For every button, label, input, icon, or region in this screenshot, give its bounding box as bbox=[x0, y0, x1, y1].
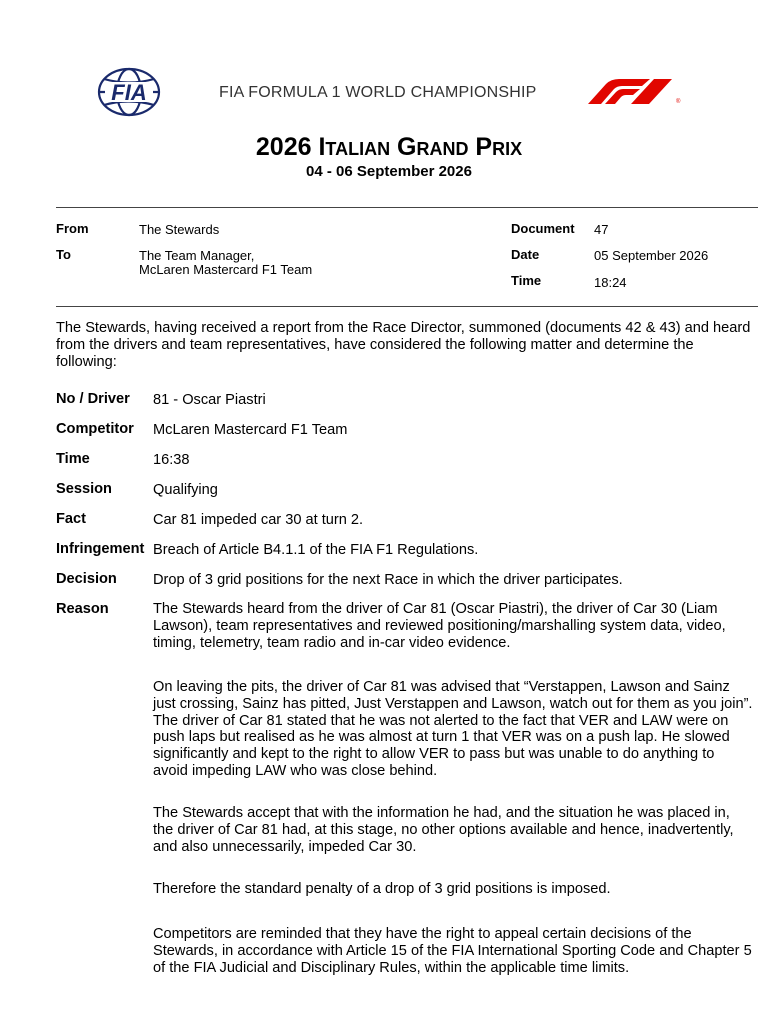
reason-paragraph: The Stewards heard from the driver of Car 81 (Oscar Piastri), the driver of Car 30 (Liam Lawson), team representatives and reviewed positioning/marshalling system data, video, timing, telemetry, team radio and in-car video evidence. bbox=[153, 601, 726, 651]
from-label: From bbox=[56, 221, 89, 236]
fact-label: Fact bbox=[56, 511, 87, 527]
infringement-label: Infringement bbox=[56, 541, 145, 557]
driver-label: No / Driver bbox=[56, 391, 130, 407]
decision-value: Drop of 3 grid positions for the next Race in which the driver participates. bbox=[153, 572, 623, 588]
session-time-label: Time bbox=[56, 451, 90, 467]
competitor-value: McLaren Mastercard F1 Team bbox=[153, 422, 348, 438]
to-value-line2: McLaren Mastercard F1 Team bbox=[139, 262, 313, 277]
driver-value: 81 - Oscar Piastri bbox=[153, 392, 266, 408]
date-label: Date bbox=[511, 247, 540, 262]
to-value-line1: The Team Manager, bbox=[139, 248, 255, 263]
session-value: Qualifying bbox=[153, 482, 218, 498]
document-label: Document bbox=[511, 221, 575, 236]
time-value: 18:24 bbox=[594, 275, 627, 290]
divider-top bbox=[56, 207, 758, 208]
event-year: 2026 bbox=[255, 133, 312, 161]
session-time-value: 16:38 bbox=[153, 452, 190, 468]
to-label: To bbox=[56, 247, 71, 262]
divider-bottom bbox=[56, 306, 758, 307]
reason-paragraph: The Stewards accept that with the information he had, and the situation he was placed in, the driver of Car 81 had, at this stage, no other options available and hence, inadvertently, and also unnecessarily, impeded Car 30. bbox=[153, 805, 734, 855]
reason-paragraph: On leaving the pits, the driver of Car 81 was advised that “Verstappen, Lawson and Sainz just crossing, Sainz has pitted, Just Verstappen and Lawson, watch out for them as you join”. The driver of Car 81 stated that he was not alerted to the fact that VER and LAW were on push laps but realised as he was almost at turn 1 that VER was on a push lap. He slowed significantly and kept to the right to allow VER to pass but was unable to do anything to avoid impeding LAW who was close behind. bbox=[153, 679, 753, 779]
event-dates: 04 - 06 September 2026 bbox=[306, 163, 472, 180]
f1-logo bbox=[586, 78, 684, 104]
time-label: Time bbox=[511, 273, 542, 288]
reason-paragraph: Therefore the standard penalty of a drop of 3 grid positions is imposed. bbox=[153, 881, 611, 897]
date-value: 05 September 2026 bbox=[594, 248, 709, 263]
event-title bbox=[0, 133, 778, 162]
from-value: The Stewards bbox=[139, 222, 220, 237]
event-name: Italian Grand Prix bbox=[318, 133, 523, 161]
decision-label: Decision bbox=[56, 571, 117, 587]
document-value: 47 bbox=[594, 222, 609, 237]
championship-title: FIA FORMULA 1 WORLD CHAMPIONSHIP bbox=[219, 84, 537, 101]
session-label: Session bbox=[56, 481, 112, 497]
reason-label: Reason bbox=[56, 601, 109, 617]
fact-value: Car 81 impeded car 30 at turn 2. bbox=[153, 512, 364, 528]
svg-text:®: ® bbox=[676, 99, 681, 104]
reason-paragraph: Competitors are reminded that they have the right to appeal certain decisions of the Stewards, in accordance with Article 15 of the FIA International Sporting Code and Chapter 5 of the FIA Judicial and Disciplinary Rules, within the applicable time limits. bbox=[153, 926, 752, 976]
fia-logo bbox=[96, 66, 162, 118]
fia-logo-text: FIA bbox=[111, 80, 147, 105]
intro-paragraph: The Stewards, having received a report from the Race Director, summoned (documents 42 & 43) and heard from the drivers and team representatives, have considered the following matter and determine the following: bbox=[56, 320, 751, 370]
competitor-label: Competitor bbox=[56, 421, 134, 437]
infringement-value: Breach of Article B4.1.1 of the FIA F1 Regulations. bbox=[153, 542, 479, 558]
